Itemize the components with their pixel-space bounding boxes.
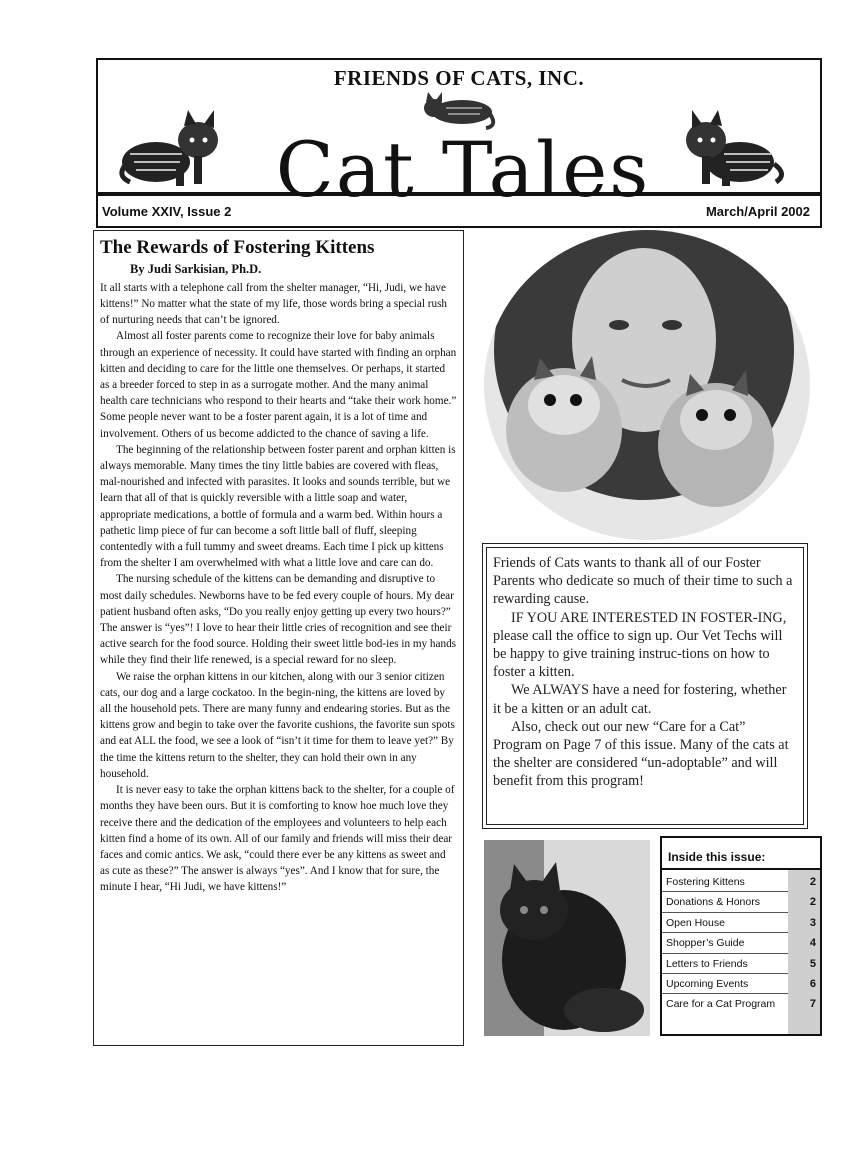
toc-item-label: Donations & Honors — [666, 896, 760, 909]
article-paragraph: The nursing schedule of the kittens can be demanding and disruptive to most daily schedules. Newborns have to be fed every couple of hours. My dear patient husband often asks, “Do you really enjoy getting up every two hours?” The answer is “yes”! I love to hear their little cries of recognition and see their active search for the food source. Holding their sweet little bod-ies in my hands while they find their life renewed, is a special reward for no sleep. — [100, 573, 457, 667]
organization-name: FRIENDS OF CATS, INC. — [333, 66, 585, 90]
toc-item-page: 3 — [809, 916, 816, 929]
toc-heading: Inside this issue: — [662, 838, 820, 870]
toc-item — [662, 933, 820, 953]
article-paragraph: The beginning of the relationship between foster parent and orphan kitten is always memorable. Many times the tiny little babies are covered with fleas, mal-nourished and infected with parasites. It looks and sounds terrible, but we learn that all of that is quickly reversible with a little soap and water, appropriate medications, a bottle of formula and a warm bed. Within hours a pathetic limp piece of fur can become a soft little ball of fluff, sleeping contentedly with a full tummy and sweet dreams. Each time I pick up kittens from the shelter I am overwhelmed with what a little love and care can do. — [100, 443, 456, 570]
article-paragraph: Almost all foster parents come to recognize their love for baby animals through an experience of necessity. It could have started with finding an orphan kitten and deciding to care for the little one themselves. Or perhaps, it started as a breeder forced to step in as a surrogate mother. And the many animal health care technicians who respond to their hearts and “take their work home.” Some people never want to be a foster parent again, it is a lot of time and involvement. Others of us become addicted to the chance of saving a life. — [100, 330, 457, 440]
toc-item — [662, 954, 820, 974]
toc-item-page: 4 — [809, 937, 816, 950]
thanks-paragraph: We ALWAYS have a need for fostering, whether it be a kitten or an adult cat. — [493, 682, 787, 717]
toc-item — [662, 892, 820, 912]
article-paragraph: It all starts with a telephone call from the shelter manager, “Hi, Judi, we have kittens!” No matter what the state of my life, those words bring a special rush of nurturing needs that can’t be ignored. — [100, 281, 448, 327]
article-paragraph: It is never easy to take the orphan kittens back to the shelter, for a couple of months they have been ours. But it is comforting to know hoe much love they receive there and the dedication of the employees and volunteers to help each kitten find a home of its own. All of our family and friends will miss their dear faces and comic antics. We ask, “could there ever be any kittens as sweet and as cute as these?” The answer is always “yes”. And I know that for sure, the minute I hear, “Hi Judi, we have kittens!” — [100, 784, 455, 894]
foster-thanks-box — [482, 543, 808, 829]
toc-item-page: 7 — [809, 998, 816, 1011]
toc-item-page: 2 — [809, 876, 816, 888]
toc-item — [662, 872, 820, 892]
toc-item-label: Shopper’s Guide — [666, 937, 745, 950]
toc-item-label: Fostering Kittens — [666, 876, 745, 888]
woman-holding-kittens-photo — [484, 230, 810, 540]
article-byline: By Judi Sarkisian, Ph.D. — [130, 261, 262, 276]
toc-item-label: Care for a Cat Program — [666, 998, 776, 1011]
thanks-paragraph: IF YOU ARE INTERESTED IN FOSTER-ING, please call the office to sign up. Our Vet Techs will be happy to give training instruc-tions on how to foster a kitten. — [493, 609, 787, 681]
black-kitten-photo — [484, 840, 650, 1036]
toc-item-label: Open House — [666, 916, 725, 929]
thanks-paragraph: Friends of Cats wants to thank all of our Foster Parents who dedicate so much of their time to such a rewarding cause. — [493, 555, 793, 608]
article-paragraph: We raise the orphan kittens in our kitchen, along with our 3 senior citizen cats, our dog and a large cockatoo. In the begin-ning, the kittens are loved by all the household pets. There are many funny and endearing stories. But as the kittens grow and begin to take over the favorite cushions, the favorite sun spots and eat ALL the food, we see a look of “isn’t it time for them to leave yet?” By the time the kittens return to the shelter, they can hold their own in any household. — [100, 670, 455, 780]
toc-item-page: 6 — [809, 978, 816, 990]
toc-item-page: 5 — [809, 957, 816, 970]
newsletter-title: Cat Tales — [275, 125, 651, 214]
main-article — [93, 230, 464, 1046]
toc-item-label: Upcoming Events — [666, 978, 749, 990]
inside-this-issue-box — [660, 836, 822, 1036]
issue-date: March/April 2002 — [705, 204, 810, 219]
tabby-cat-illustration-right — [678, 104, 790, 188]
tabby-cat-illustration-left — [116, 104, 228, 188]
toc-item-page: 2 — [809, 896, 816, 909]
foster-thanks-inner — [486, 547, 804, 825]
article-title: The Rewards of Fostering Kittens — [100, 237, 375, 258]
toc-item — [662, 974, 820, 994]
small-cat-illustration — [422, 90, 498, 130]
thanks-paragraph: Also, check out our new “Care for a Cat” Program on Page 7 of this issue. Many of the cats at the shelter are considered “un-adoptable” and will benefit from this program! — [493, 718, 789, 790]
volume-issue: Volume XXIV, Issue 2 — [102, 204, 232, 219]
issue-info-bar — [96, 196, 822, 228]
toc-item-label: Letters to Friends — [666, 957, 748, 970]
photo-illustration — [484, 230, 810, 540]
toc-item — [662, 994, 820, 1014]
toc-item — [662, 913, 820, 933]
